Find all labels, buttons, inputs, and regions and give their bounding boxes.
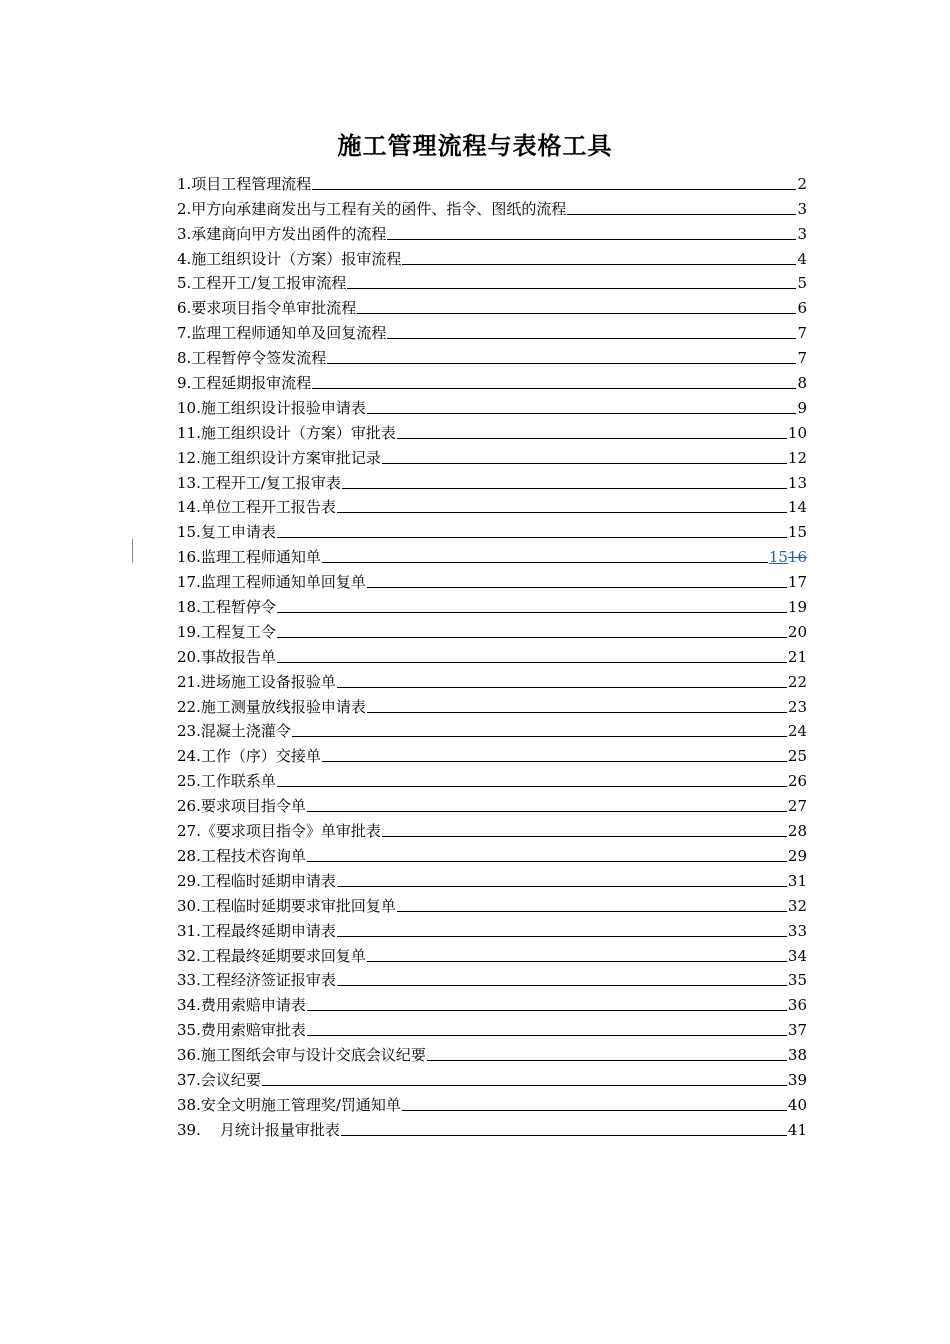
toc-page-number-value: 22 bbox=[787, 672, 807, 691]
toc-page-number bbox=[788, 872, 807, 890]
toc-page-number bbox=[788, 698, 807, 716]
toc-entry[interactable] bbox=[177, 666, 807, 691]
toc-page-number bbox=[788, 897, 807, 915]
toc-entry[interactable] bbox=[177, 1064, 807, 1089]
toc-page-number bbox=[797, 225, 807, 243]
toc-page-number-value: 4 bbox=[797, 249, 807, 268]
toc-entry[interactable] bbox=[177, 815, 807, 840]
toc-page-number bbox=[769, 548, 807, 566]
toc-leader-line bbox=[262, 1085, 787, 1086]
toc-page-number-value: 23 bbox=[787, 697, 807, 716]
toc-entry-label: 15.复工申请表 bbox=[177, 523, 276, 542]
toc-entry-label: 4.施工组织设计（方案）报审流程 bbox=[177, 249, 402, 268]
toc-page-number bbox=[788, 847, 807, 865]
toc-entry[interactable] bbox=[177, 342, 807, 367]
toc-leader-line bbox=[337, 985, 787, 986]
toc-entry-label: 6.要求项目指令单审批流程 bbox=[177, 299, 357, 318]
toc-page-number bbox=[788, 822, 807, 840]
toc-page-number-value: 9 bbox=[797, 398, 807, 417]
toc-page-number-value: 20 bbox=[787, 622, 807, 641]
toc-leader-line bbox=[307, 1010, 787, 1011]
toc-page-number bbox=[788, 1121, 807, 1139]
toc-page-number-deleted: 16 bbox=[787, 548, 807, 567]
toc-entry[interactable] bbox=[177, 1089, 807, 1114]
toc-entry[interactable] bbox=[177, 940, 807, 965]
toc-entry-label: 18.工程暂停令 bbox=[177, 598, 276, 617]
toc-entry[interactable] bbox=[177, 392, 807, 417]
toc-entry-label: 32.工程最终延期要求回复单 bbox=[177, 946, 366, 965]
toc-entry[interactable] bbox=[177, 840, 807, 865]
toc-entry-label: 26.要求项目指令单 bbox=[177, 797, 306, 816]
toc-page-number bbox=[788, 498, 807, 516]
toc-leader-line bbox=[567, 214, 796, 215]
toc-entry-label: 31.工程最终延期申请表 bbox=[177, 921, 336, 940]
toc-leader-line bbox=[402, 264, 796, 265]
table-of-contents bbox=[177, 168, 807, 1139]
toc-entry[interactable] bbox=[177, 865, 807, 890]
toc-page-number-value: 5 bbox=[797, 274, 807, 293]
toc-page-number bbox=[797, 200, 807, 218]
toc-leader-line bbox=[277, 612, 787, 613]
toc-entry-label: 2.甲方向承建商发出与工程有关的函件、指令、图纸的流程 bbox=[177, 199, 567, 218]
toc-leader-line bbox=[367, 587, 787, 588]
toc-entry-label: 10.施工组织设计报验申请表 bbox=[177, 398, 366, 417]
toc-leader-line bbox=[307, 861, 787, 862]
toc-leader-line bbox=[337, 512, 787, 513]
toc-page-number bbox=[788, 623, 807, 641]
toc-entry-label: 13.工程开工/复工报审表 bbox=[177, 473, 341, 492]
toc-page-number-value: 31 bbox=[787, 871, 807, 890]
toc-entry[interactable] bbox=[177, 367, 807, 392]
toc-leader-line bbox=[387, 239, 796, 240]
toc-page-number bbox=[788, 922, 807, 940]
toc-entry-label: 36.施工图纸会审与设计交底会议纪要 bbox=[177, 1046, 426, 1065]
toc-page-number bbox=[797, 324, 807, 342]
toc-page-number-value: 3 bbox=[797, 199, 807, 218]
toc-page-number-value: 37 bbox=[787, 1021, 807, 1040]
toc-entry[interactable] bbox=[177, 641, 807, 666]
toc-page-number bbox=[788, 474, 807, 492]
toc-leader-line bbox=[312, 388, 796, 389]
toc-page-number-value: 17 bbox=[787, 573, 807, 592]
toc-leader-line bbox=[387, 338, 796, 339]
toc-leader-line bbox=[382, 836, 787, 837]
toc-entry-label: 1.项目工程管理流程 bbox=[177, 174, 312, 193]
toc-page-number bbox=[788, 1046, 807, 1064]
toc-page-number-value: 14 bbox=[787, 498, 807, 517]
toc-entry-label: 5.工程开工/复工报审流程 bbox=[177, 274, 347, 293]
revision-change-bar bbox=[132, 539, 133, 563]
toc-page-number-value: 35 bbox=[787, 971, 807, 990]
toc-leader-line bbox=[427, 1060, 787, 1061]
toc-page-number bbox=[788, 598, 807, 616]
toc-page-number-value: 33 bbox=[787, 921, 807, 940]
toc-page-number bbox=[788, 797, 807, 815]
toc-leader-line bbox=[357, 313, 796, 314]
toc-page-number-value: 19 bbox=[787, 598, 807, 617]
toc-page-number-value: 2 bbox=[797, 174, 807, 193]
toc-leader-line bbox=[341, 1135, 787, 1136]
toc-leader-line bbox=[397, 911, 787, 912]
toc-leader-line bbox=[307, 1035, 787, 1036]
toc-page-number bbox=[797, 175, 807, 193]
toc-leader-line bbox=[367, 712, 787, 713]
toc-page-number bbox=[797, 349, 807, 367]
toc-entry-label: 27.《要求项目指令》单审批表 bbox=[177, 822, 381, 841]
toc-leader-line bbox=[327, 363, 796, 364]
toc-page-number bbox=[788, 648, 807, 666]
toc-page-number-value: 39 bbox=[787, 1070, 807, 1089]
toc-entry[interactable] bbox=[177, 566, 807, 591]
toc-entry[interactable] bbox=[177, 716, 807, 741]
toc-page-number bbox=[788, 1071, 807, 1089]
toc-page-number bbox=[788, 722, 807, 740]
toc-page-number-value: 12 bbox=[787, 448, 807, 467]
toc-leader-line bbox=[277, 786, 787, 787]
toc-page-number bbox=[797, 399, 807, 417]
toc-leader-line bbox=[277, 662, 787, 663]
toc-entry[interactable] bbox=[177, 218, 807, 243]
toc-entry[interactable] bbox=[177, 691, 807, 716]
toc-entry[interactable] bbox=[177, 1114, 807, 1139]
toc-entry-label: 16.监理工程师通知单 bbox=[177, 548, 321, 567]
toc-leader-line bbox=[382, 463, 787, 464]
toc-page-number-value: 13 bbox=[787, 473, 807, 492]
toc-entry-label: 35.费用索赔审批表 bbox=[177, 1021, 306, 1040]
toc-entry-label: 37.会议纪要 bbox=[177, 1070, 261, 1089]
document-title: 施工管理流程与表格工具 bbox=[337, 131, 613, 160]
toc-leader-line bbox=[307, 811, 787, 812]
toc-leader-line bbox=[342, 488, 787, 489]
toc-entry[interactable] bbox=[177, 168, 807, 193]
toc-entry[interactable] bbox=[177, 193, 807, 218]
toc-page-number bbox=[797, 374, 807, 392]
toc-leader-line bbox=[337, 886, 787, 887]
toc-entry[interactable] bbox=[177, 1039, 807, 1064]
toc-entry[interactable] bbox=[177, 292, 807, 317]
toc-leader-line bbox=[277, 637, 787, 638]
toc-page-number-value: 6 bbox=[797, 299, 807, 318]
toc-page-number-value: 40 bbox=[787, 1095, 807, 1114]
toc-page-number-value: 15 bbox=[787, 523, 807, 542]
toc-page-number bbox=[788, 673, 807, 691]
toc-entry-label: 39. 月统计报量审批表 bbox=[177, 1120, 340, 1139]
toc-page-number bbox=[788, 996, 807, 1014]
toc-entry[interactable] bbox=[177, 492, 807, 517]
toc-page-number bbox=[788, 971, 807, 989]
toc-page-number-value: 32 bbox=[787, 896, 807, 915]
toc-entry[interactable] bbox=[177, 417, 807, 442]
toc-entry-label: 14.单位工程开工报告表 bbox=[177, 498, 336, 517]
toc-entry[interactable] bbox=[177, 989, 807, 1014]
toc-entry-label: 25.工作联系单 bbox=[177, 772, 276, 791]
toc-page-number bbox=[788, 449, 807, 467]
toc-page-number bbox=[797, 299, 807, 317]
toc-page-number-value: 41 bbox=[787, 1120, 807, 1139]
toc-page-number-value: 7 bbox=[797, 324, 807, 343]
toc-entry[interactable] bbox=[177, 740, 807, 765]
toc-entry-label: 17.监理工程师通知单回复单 bbox=[177, 573, 366, 592]
toc-entry-label: 29.工程临时延期申请表 bbox=[177, 871, 336, 890]
toc-page-number bbox=[788, 747, 807, 765]
toc-entry-label: 21.进场施工设备报验单 bbox=[177, 672, 336, 691]
toc-page-number-value: 7 bbox=[797, 349, 807, 368]
toc-entry-label: 7.监理工程师通知单及回复流程 bbox=[177, 324, 387, 343]
toc-page-number bbox=[788, 1021, 807, 1039]
toc-entry[interactable] bbox=[177, 243, 807, 268]
toc-entry-label: 22.施工测量放线报验申请表 bbox=[177, 697, 366, 716]
toc-entry[interactable] bbox=[177, 1014, 807, 1039]
toc-entry[interactable] bbox=[177, 516, 807, 541]
toc-leader-line bbox=[322, 562, 768, 563]
toc-entry-label: 28.工程技术咨询单 bbox=[177, 846, 306, 865]
toc-leader-line bbox=[292, 736, 787, 737]
toc-page-number-value: 25 bbox=[787, 747, 807, 766]
toc-page-number-value: 29 bbox=[787, 846, 807, 865]
toc-entry[interactable] bbox=[177, 890, 807, 915]
toc-entry-label: 24.工作（序）交接单 bbox=[177, 747, 321, 766]
toc-entry[interactable] bbox=[177, 442, 807, 467]
toc-page-number-value: 27 bbox=[787, 797, 807, 816]
toc-page-number bbox=[788, 523, 807, 541]
toc-leader-line bbox=[397, 438, 787, 439]
toc-entry-label: 19.工程复工令 bbox=[177, 622, 276, 641]
toc-entry-label: 9.工程延期报审流程 bbox=[177, 374, 312, 393]
toc-leader-line bbox=[322, 761, 787, 762]
toc-page-number-value: 36 bbox=[787, 996, 807, 1015]
toc-entry-label: 38.安全文明施工管理奖/罚通知单 bbox=[177, 1095, 401, 1114]
toc-page-number-value: 3 bbox=[797, 224, 807, 243]
toc-page-number-value: 38 bbox=[787, 1046, 807, 1065]
toc-page-number-value: 21 bbox=[787, 647, 807, 666]
toc-leader-line bbox=[402, 1110, 787, 1111]
toc-entry[interactable] bbox=[177, 317, 807, 342]
toc-leader-line bbox=[367, 961, 787, 962]
toc-page-number-value: 26 bbox=[787, 772, 807, 791]
toc-entry-label: 11.施工组织设计（方案）审批表 bbox=[177, 423, 396, 442]
toc-entry[interactable] bbox=[177, 268, 807, 293]
toc-leader-line bbox=[312, 189, 796, 190]
toc-entry-label: 12.施工组织设计方案审批记录 bbox=[177, 448, 381, 467]
toc-page-number bbox=[788, 772, 807, 790]
toc-entry-label: 8.工程暂停令签发流程 bbox=[177, 349, 327, 368]
toc-page-number bbox=[797, 274, 807, 292]
toc-entry[interactable] bbox=[177, 965, 807, 990]
toc-entry[interactable] bbox=[177, 790, 807, 815]
toc-entry-label: 20.事故报告单 bbox=[177, 647, 276, 666]
toc-entry-label: 23.混凝土浇灌令 bbox=[177, 722, 291, 741]
toc-page-number bbox=[788, 424, 807, 442]
toc-entry-label: 30.工程临时延期要求审批回复单 bbox=[177, 896, 396, 915]
toc-entry[interactable] bbox=[177, 765, 807, 790]
toc-page-number bbox=[788, 573, 807, 591]
toc-page-number-value: 24 bbox=[787, 722, 807, 741]
toc-entry-label: 33.工程经济签证报审表 bbox=[177, 971, 336, 990]
toc-entry[interactable] bbox=[177, 541, 807, 566]
toc-page-number-value: 10 bbox=[787, 423, 807, 442]
toc-page-number bbox=[797, 250, 807, 268]
toc-entry[interactable] bbox=[177, 467, 807, 492]
toc-leader-line bbox=[367, 413, 797, 414]
toc-page-number-value: 28 bbox=[787, 822, 807, 841]
toc-page-number-value: 8 bbox=[797, 374, 807, 393]
toc-entry[interactable] bbox=[177, 591, 807, 616]
toc-leader-line bbox=[277, 537, 787, 538]
toc-entry-label: 34.费用索赔申请表 bbox=[177, 996, 306, 1015]
toc-page-number-value: 15 bbox=[768, 548, 788, 567]
toc-page-number-value: 34 bbox=[787, 946, 807, 965]
toc-entry-label: 3.承建商向甲方发出函件的流程 bbox=[177, 224, 387, 243]
toc-leader-line bbox=[347, 288, 796, 289]
toc-leader-line bbox=[337, 936, 787, 937]
toc-page-number bbox=[788, 1096, 807, 1114]
toc-entry[interactable] bbox=[177, 616, 807, 641]
toc-page-number bbox=[788, 947, 807, 965]
toc-leader-line bbox=[337, 687, 787, 688]
toc-entry[interactable] bbox=[177, 915, 807, 940]
